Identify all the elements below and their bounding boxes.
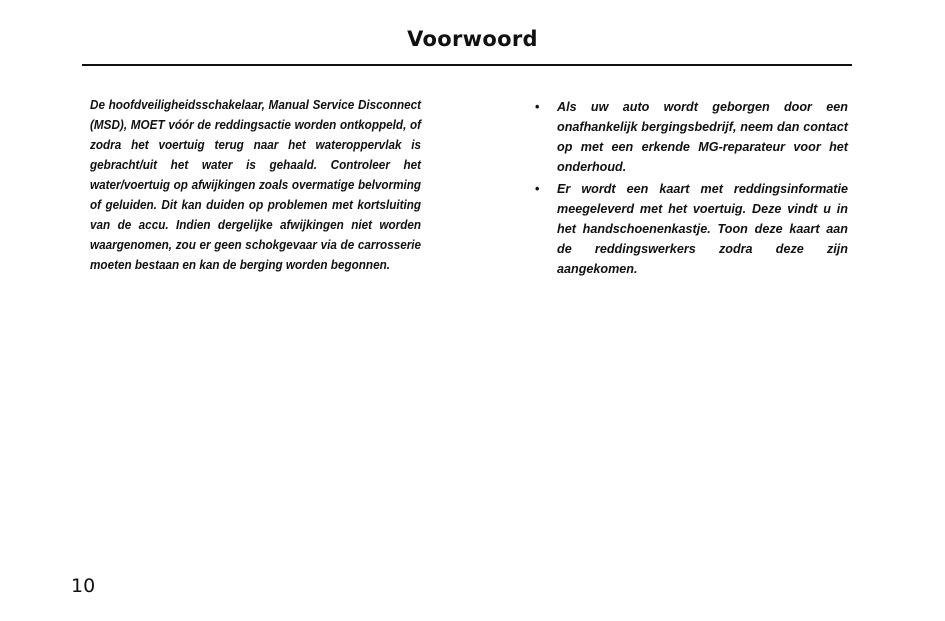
bullet-text: Als uw auto wordt geborgen door een onafhankelijk bergingsbedrijf, neem dan contact op met een erkende MG-reparateur voor het onderhoud.	[557, 100, 848, 174]
bullet-item	[535, 97, 848, 177]
page-number: 10	[71, 575, 96, 597]
title-divider	[82, 64, 852, 66]
bullet-icon: •	[535, 182, 540, 196]
left-column-paragraph: De hoofdveiligheidsschakelaar, Manual Service Disconnect (MSD), MOET vóór de reddingsactie worden ontkoppeld, of zodra het voertuig terug naar het wateroppervlak is gebracht/uit het water is gehaald. Controleer het water/voertuig op afwijkingen zoals overmatige belvorming of geluiden. Dit kan duiden op problemen met kortsluiting van de accu. Indien dergelijke afwijkingen niet worden waargenomen, zou er geen schokgevaar via de carrosserie moeten bestaan en kan de berging worden begonnen.	[90, 98, 422, 272]
right-column-bullet-list	[535, 97, 848, 281]
bullet-item	[535, 179, 848, 279]
page-title: Voorwoord	[407, 27, 538, 51]
bullet-icon: •	[535, 100, 540, 114]
bullet-text: Er wordt een kaart met reddingsinformatie meegeleverd met het voertuig. Deze vindt u in het handschoenenkastje. Toon deze kaart aan de reddingswerkers zodra deze zijn aangekomen.	[557, 182, 848, 276]
